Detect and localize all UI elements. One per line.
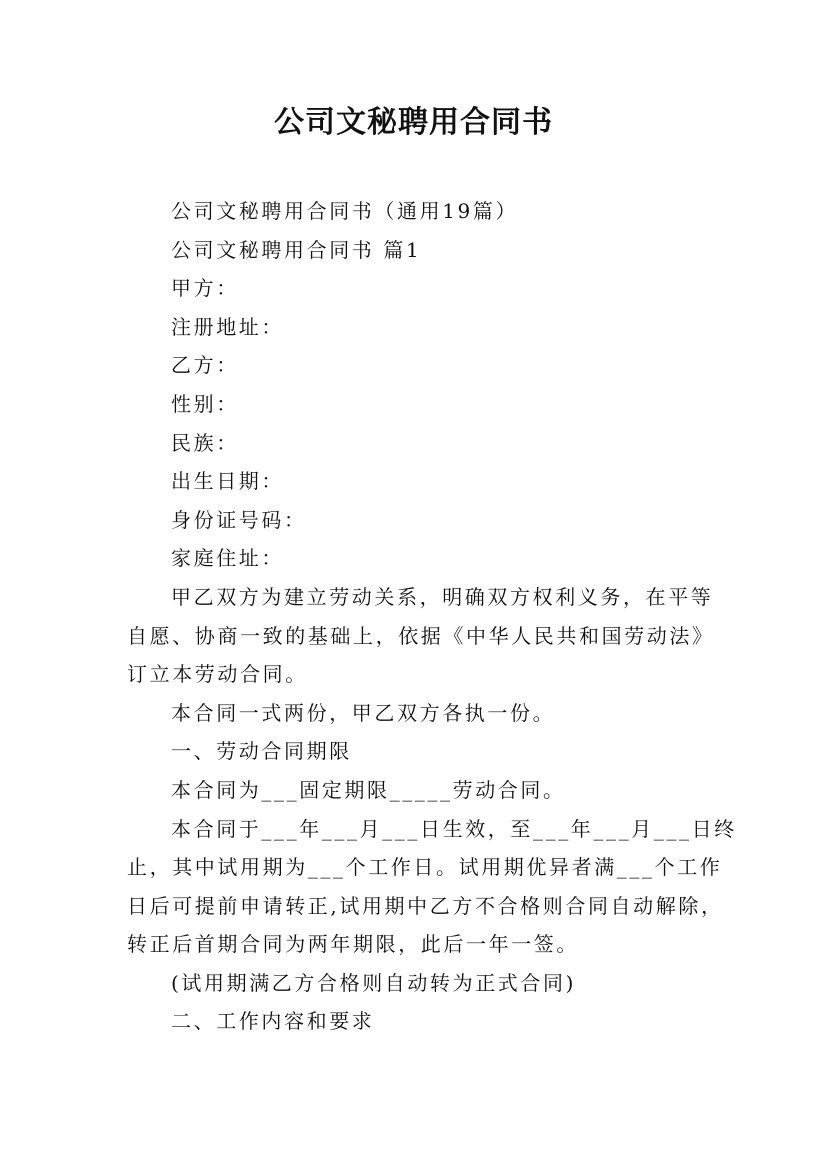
registered-address-field: 注册地址：: [171, 314, 284, 339]
birth-date-field: 出生日期：: [171, 469, 284, 494]
document-body: [127, 192, 737, 1041]
chapter-line: 公司文秘聘用合同书 篇1: [171, 237, 422, 262]
ethnicity-field: 民族：: [171, 430, 239, 455]
document-title: 公司文秘聘用合同书: [274, 105, 553, 140]
intro-line-2: 自愿、协商一致的基础上，依据《中华人民共和国劳动法》: [127, 623, 715, 648]
term-line-2: 止，其中试用期为___个工作日。试用期优异者满___个工作: [127, 855, 723, 880]
gender-field: 性别：: [171, 391, 239, 416]
section-1-heading: 一、劳动合同期限: [171, 739, 352, 764]
copies-line: 本合同一式两份，甲乙双方各执一份。: [171, 700, 556, 725]
intro-line-3: 订立本劳动合同。: [127, 662, 308, 687]
term-paragraph: [127, 810, 737, 964]
probation-note: (试用期满乙方合格则自动转为正式合同): [171, 970, 577, 995]
id-number-field: 身份证号码：: [171, 507, 307, 532]
home-address-field: 家庭住址：: [171, 546, 284, 571]
term-line-4: 转正后首期合同为两年期限，此后一年一签。: [127, 932, 579, 957]
term-line-1: 本合同于___年___月___日生效，至___年___月___日终: [171, 816, 737, 841]
term-line-3: 日后可提前申请转正,试用期中乙方不合格则合同自动解除，: [127, 893, 724, 918]
party-b-field: 乙方：: [171, 353, 239, 378]
term-type-line: 本合同为___固定期限_____劳动合同。: [171, 777, 566, 802]
section-2-heading: 二、工作内容和要求: [171, 1009, 375, 1034]
intro-line-1: 甲乙双方为建立劳动关系，明确双方权利义务，在平等: [171, 584, 714, 609]
intro-paragraph: [127, 578, 715, 694]
party-a-field: 甲方：: [171, 276, 239, 301]
subtitle-line: 公司文秘聘用合同书（通用19篇）: [171, 199, 519, 223]
